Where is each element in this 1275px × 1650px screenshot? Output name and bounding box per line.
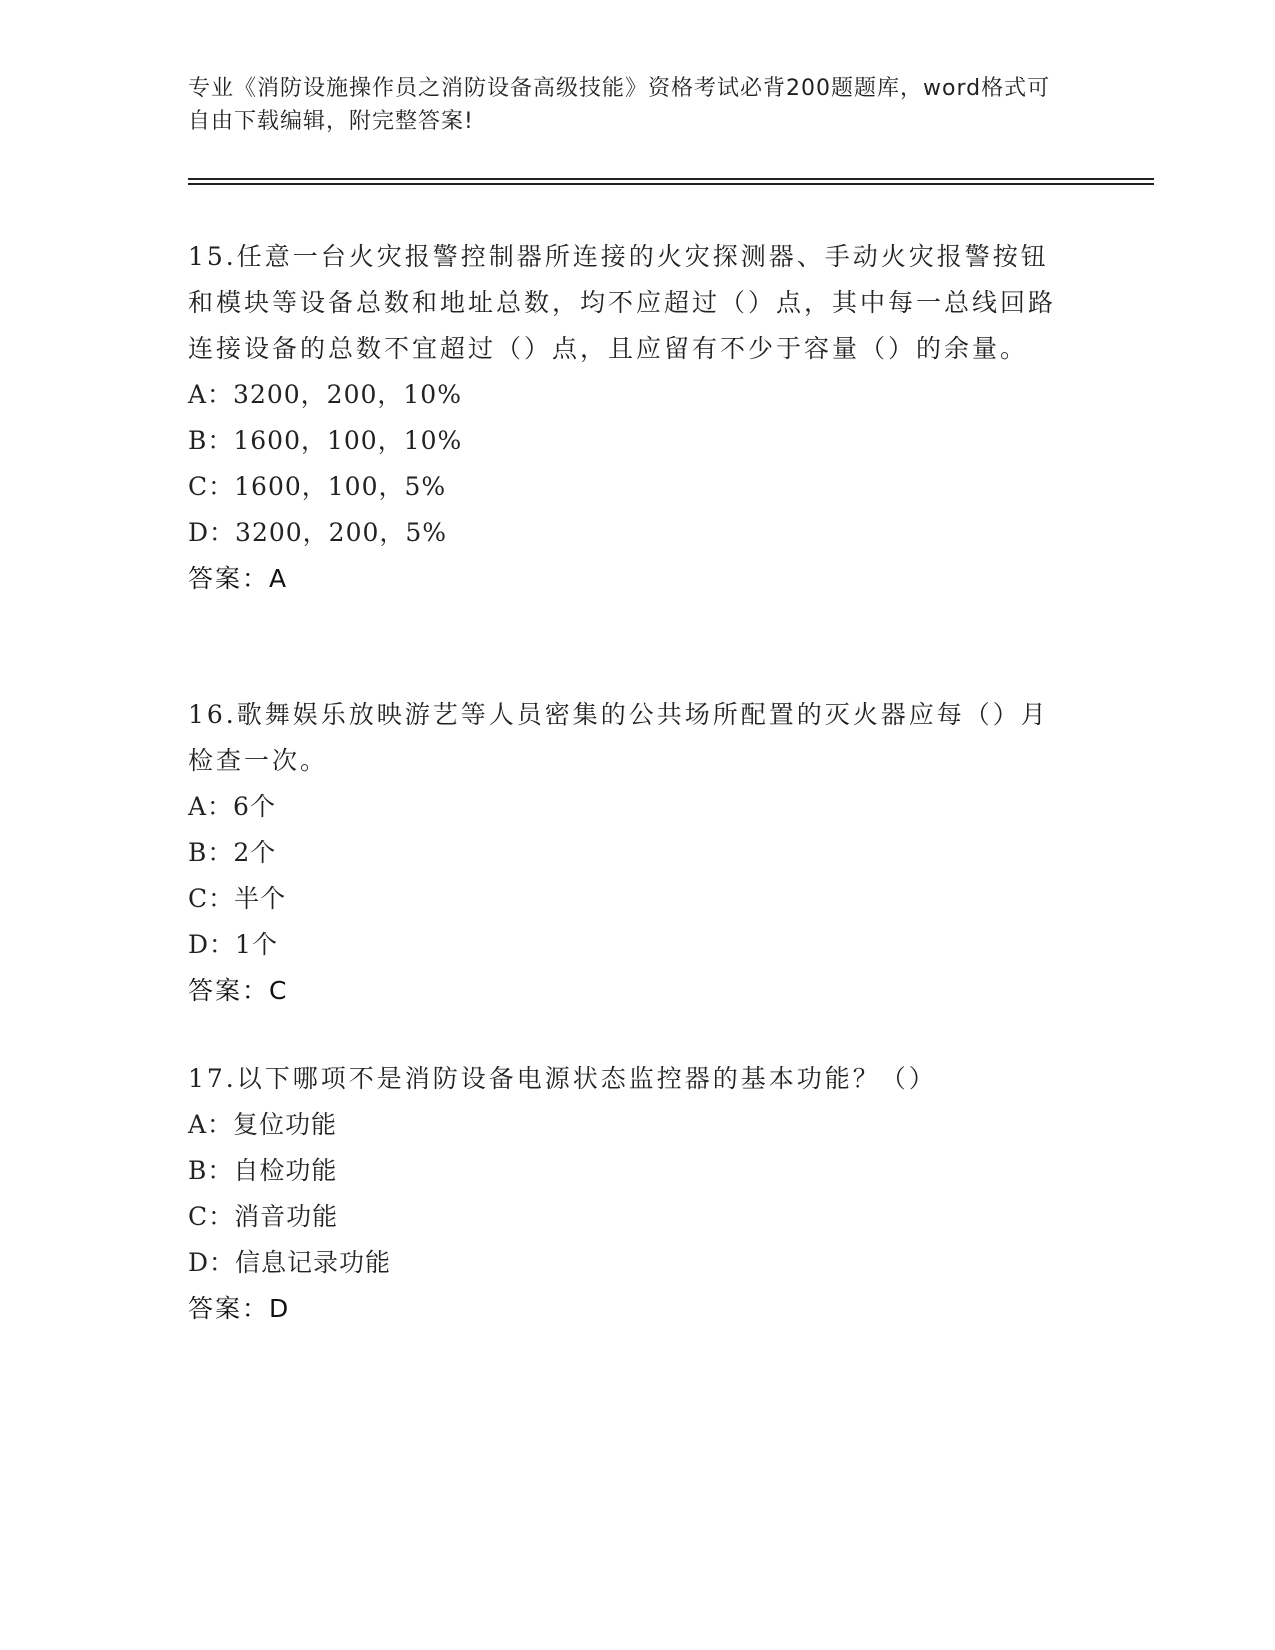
header-divider-bottom — [188, 183, 1154, 185]
option-a: A：复位功能 — [188, 1110, 338, 1139]
question-16 — [188, 692, 1068, 1014]
option-a: A：3200，200，10% — [188, 380, 462, 409]
option-b: B：2个 — [188, 838, 277, 867]
option-b: B：自检功能 — [188, 1156, 338, 1185]
option-c: C：半个 — [188, 884, 287, 913]
option-b: B：1600，100，10% — [188, 426, 463, 455]
option-d: D：3200，200，5% — [188, 518, 448, 547]
question-17 — [188, 1056, 1068, 1332]
document-header: 专业《消防设施操作员之消防设备高级技能》资格考试必背200题题库，word格式可自由下载编辑，附完整答案! — [188, 76, 1051, 134]
answer: 答案：D — [188, 1294, 291, 1323]
question-stem: 17.以下哪项不是消防设备电源状态监控器的基本功能？（） — [188, 1064, 937, 1093]
option-d: D：信息记录功能 — [188, 1248, 392, 1277]
option-d: D：1个 — [188, 930, 278, 959]
question-stem: 15.任意一台火灾报警控制器所连接的火灾探测器、手动火灾报警按钮和模块等设备总数和地址总数，均不应超过（）点，其中每一总线回路连接设备的总数不宜超过（）点，且应留有不少于容量（）的余量。 — [188, 242, 1057, 363]
answer: 答案：A — [188, 564, 289, 593]
answer: 答案：C — [188, 976, 289, 1005]
question-stem: 16.歌舞娱乐放映游艺等人员密集的公共场所配置的灭火器应每（）月检查一次。 — [188, 700, 1049, 775]
question-15 — [188, 234, 1068, 602]
header-divider-top — [188, 178, 1154, 180]
option-c: C：1600，100，5% — [188, 472, 447, 501]
option-c: C：消音功能 — [188, 1202, 339, 1231]
option-a: A：6个 — [188, 792, 276, 821]
